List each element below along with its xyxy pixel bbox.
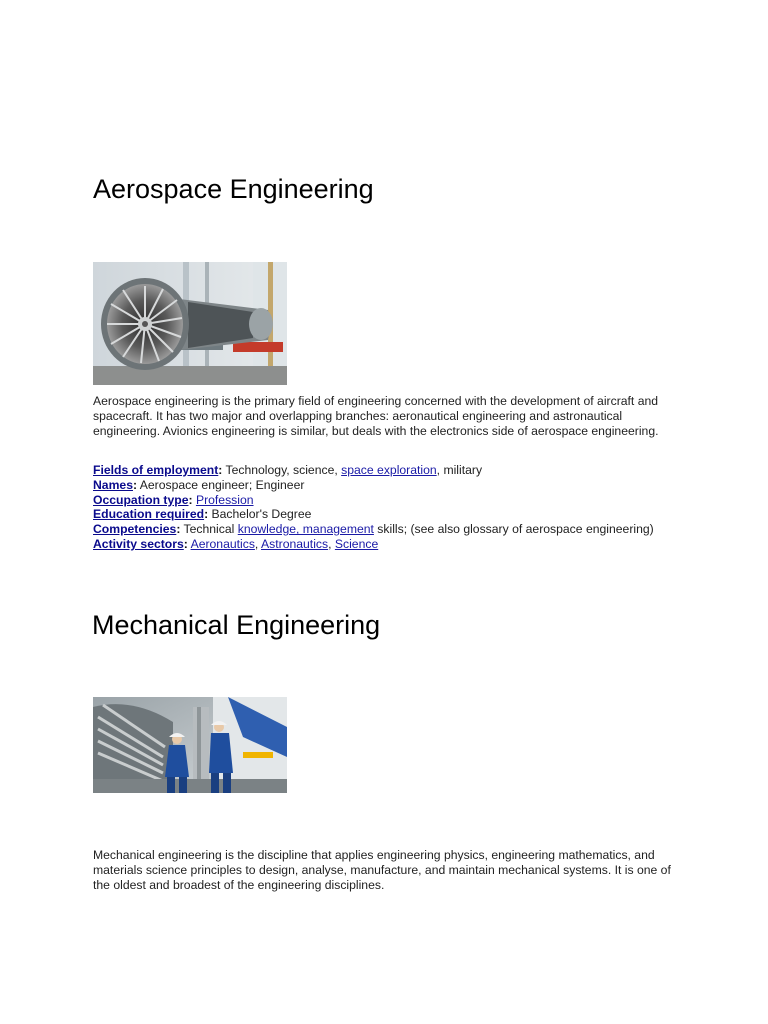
- fact-names: Names: Aerospace engineer; Engineer: [93, 477, 305, 492]
- fact-fields-of-employment: Fields of employment: Technology, science, space exploration, military: [93, 463, 483, 477]
- profession-link[interactable]: Profession: [195, 492, 254, 507]
- aerospace-facts: [93, 463, 683, 552]
- names-link[interactable]: Names: [93, 477, 133, 492]
- fact-activity-sectors: Activity sectors: Aeronautics, Astronautics, Science: [93, 536, 379, 551]
- section-heading-mechanical: Mechanical Engineering: [92, 610, 381, 640]
- knowledge-management-link[interactable]: knowledge, management: [237, 522, 374, 537]
- fact-education-required: Education required: Bachelor's Degree: [93, 507, 312, 522]
- aerospace-description: Aerospace engineering is the primary field of engineering concerned with the development of aircraft and spacecraft. It has two major and overlapping branches: aeronautical engineering and astronautical engineering. Avionics engineering is similar, but deals with the electronics side of aerospace engineering.: [93, 394, 659, 438]
- mechanical-description: Mechanical engineering is the discipline that applies engineering physics, engineering mathematics, and materials science principles to design, analyse, manufacture, and maintain mechanical systems. It is one of the oldest and broadest of the engineering disciplines.: [93, 848, 671, 892]
- education-required-link[interactable]: Education required: [93, 507, 205, 522]
- jet-engine-image: [93, 262, 287, 385]
- section-heading-aerospace: Aerospace Engineering: [93, 174, 374, 204]
- fact-occupation-type: Occupation type: Profession: [93, 492, 254, 507]
- aeronautics-link[interactable]: Aeronautics: [190, 536, 255, 551]
- fields-of-employment-link[interactable]: Fields of employment: [93, 463, 219, 477]
- activity-sectors-link[interactable]: Activity sectors: [93, 536, 184, 551]
- engineers-turbine-image: [93, 697, 287, 793]
- science-link[interactable]: Science: [334, 536, 379, 551]
- astronautics-link[interactable]: Astronautics: [261, 536, 329, 551]
- competencies-link[interactable]: Competencies: [93, 522, 177, 537]
- space-exploration-link[interactable]: space exploration: [341, 463, 437, 477]
- fact-competencies: Competencies: Technical knowledge, management skills; (see also glossary of aerospace engineering): [93, 522, 654, 537]
- occupation-type-link[interactable]: Occupation type: [93, 492, 189, 507]
